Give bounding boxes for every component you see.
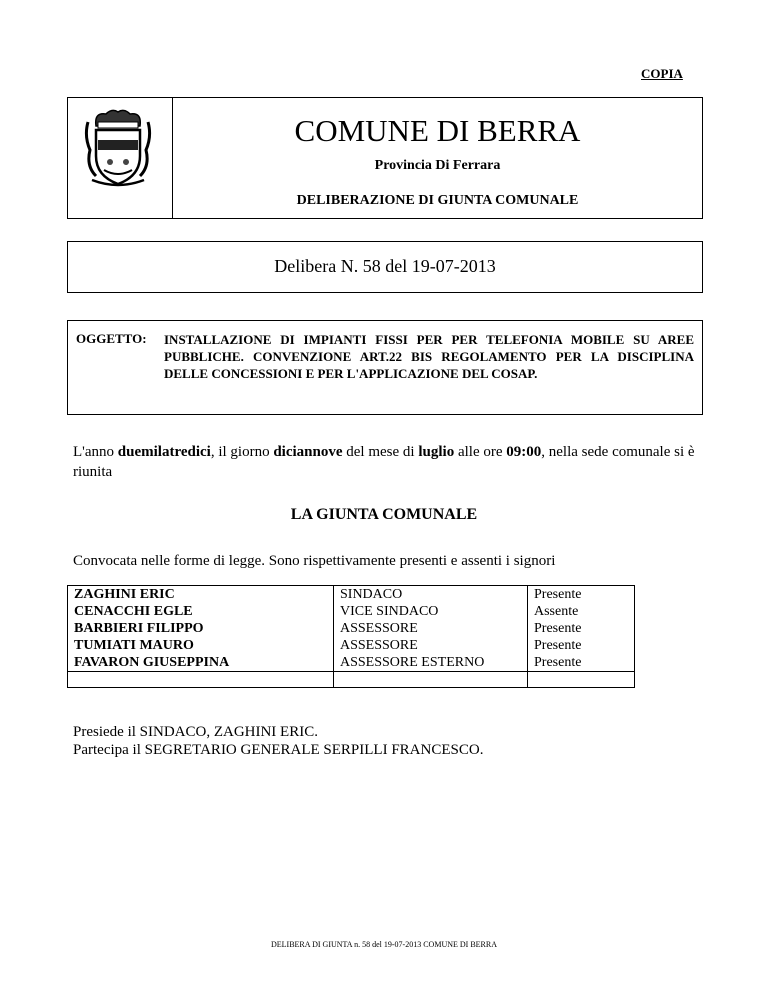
- member-status: Presente: [528, 637, 635, 654]
- empty-row: [68, 672, 635, 688]
- table-row: [68, 603, 635, 620]
- intro-text: alle ore: [454, 444, 507, 460]
- member-status: Presente: [528, 586, 635, 604]
- intro-day: diciannove: [273, 444, 343, 460]
- table-row: [68, 620, 635, 637]
- intro-text: del mese di: [342, 444, 419, 460]
- empty-cell: [68, 672, 334, 688]
- member-status: Assente: [528, 603, 635, 620]
- municipality-title: COMUNE DI BERRA: [294, 113, 581, 148]
- member-role: SINDACO: [334, 586, 528, 604]
- member-name: CENACCHI EGLE: [68, 603, 334, 620]
- copia-label: COPIA: [641, 66, 683, 81]
- intro-text: , il giorno: [210, 444, 274, 460]
- coat-of-arms-icon: [82, 106, 154, 188]
- oggetto-text: INSTALLAZIONE DI IMPIANTI FISSI PER PER TELEFONIA MOBILE SU AREE PUBBLICHE. CONVENZIONE ART.22 BIS REGOLAMENTO PER LA DISCIPLINA DELLE CONCESSIONI E PER L'APPLICAZIONE DEL COSAP.: [164, 332, 694, 381]
- empty-cell: [334, 672, 528, 688]
- intro-text: , nella sede comunale si è riunita: [73, 444, 695, 480]
- table-row: [68, 586, 635, 604]
- intro-text: L'anno: [73, 444, 118, 460]
- member-role: ASSESSORE: [334, 637, 528, 654]
- member-name: FAVARON GIUSEPPINA: [68, 654, 334, 672]
- member-name: TUMIATI MAURO: [68, 637, 334, 654]
- page-footer: DELIBERA DI GIUNTA n. 58 del 19-07-2013 COMUNE DI BERRA: [270, 940, 497, 949]
- header-box: [67, 97, 703, 219]
- table-row: [68, 637, 635, 654]
- intro-paragraph: [73, 442, 703, 482]
- member-role: VICE SINDACO: [334, 603, 528, 620]
- giunta-heading: LA GIUNTA COMUNALE: [290, 506, 478, 523]
- delibera-box: [67, 241, 703, 293]
- members-table: [67, 585, 635, 688]
- member-role: ASSESSORE: [334, 620, 528, 637]
- member-status: Presente: [528, 620, 635, 637]
- member-name: BARBIERI FILIPPO: [68, 620, 334, 637]
- partecipa-line: Partecipa il SEGRETARIO GENERALE SERPILLI FRANCESCO.: [73, 742, 484, 758]
- oggetto-label: OGGETTO:: [76, 331, 147, 346]
- intro-year: duemilatredici: [117, 444, 211, 460]
- member-role: ASSESSORE ESTERNO: [334, 654, 528, 672]
- deliberation-type: DELIBERAZIONE DI GIUNTA COMUNALE: [296, 193, 579, 208]
- delibera-number: Delibera N. 58 del 19-07-2013: [274, 256, 496, 276]
- table-row: [68, 654, 635, 672]
- intro-time: 09:00: [506, 444, 542, 460]
- member-name: ZAGHINI ERIC: [68, 586, 334, 604]
- oggetto-box: [67, 320, 703, 415]
- member-status: Presente: [528, 654, 635, 672]
- presiding-block: [73, 723, 483, 759]
- province-subtitle: Provincia Di Ferrara: [374, 158, 501, 173]
- crest-cell: [68, 98, 173, 218]
- intro-month: luglio: [418, 444, 455, 460]
- convocata-text: Convocata nelle forme di legge. Sono rispettivamente presenti e assenti i signori: [73, 553, 556, 569]
- presiede-line: Presiede il SINDACO, ZAGHINI ERIC.: [73, 724, 318, 740]
- empty-cell: [528, 672, 635, 688]
